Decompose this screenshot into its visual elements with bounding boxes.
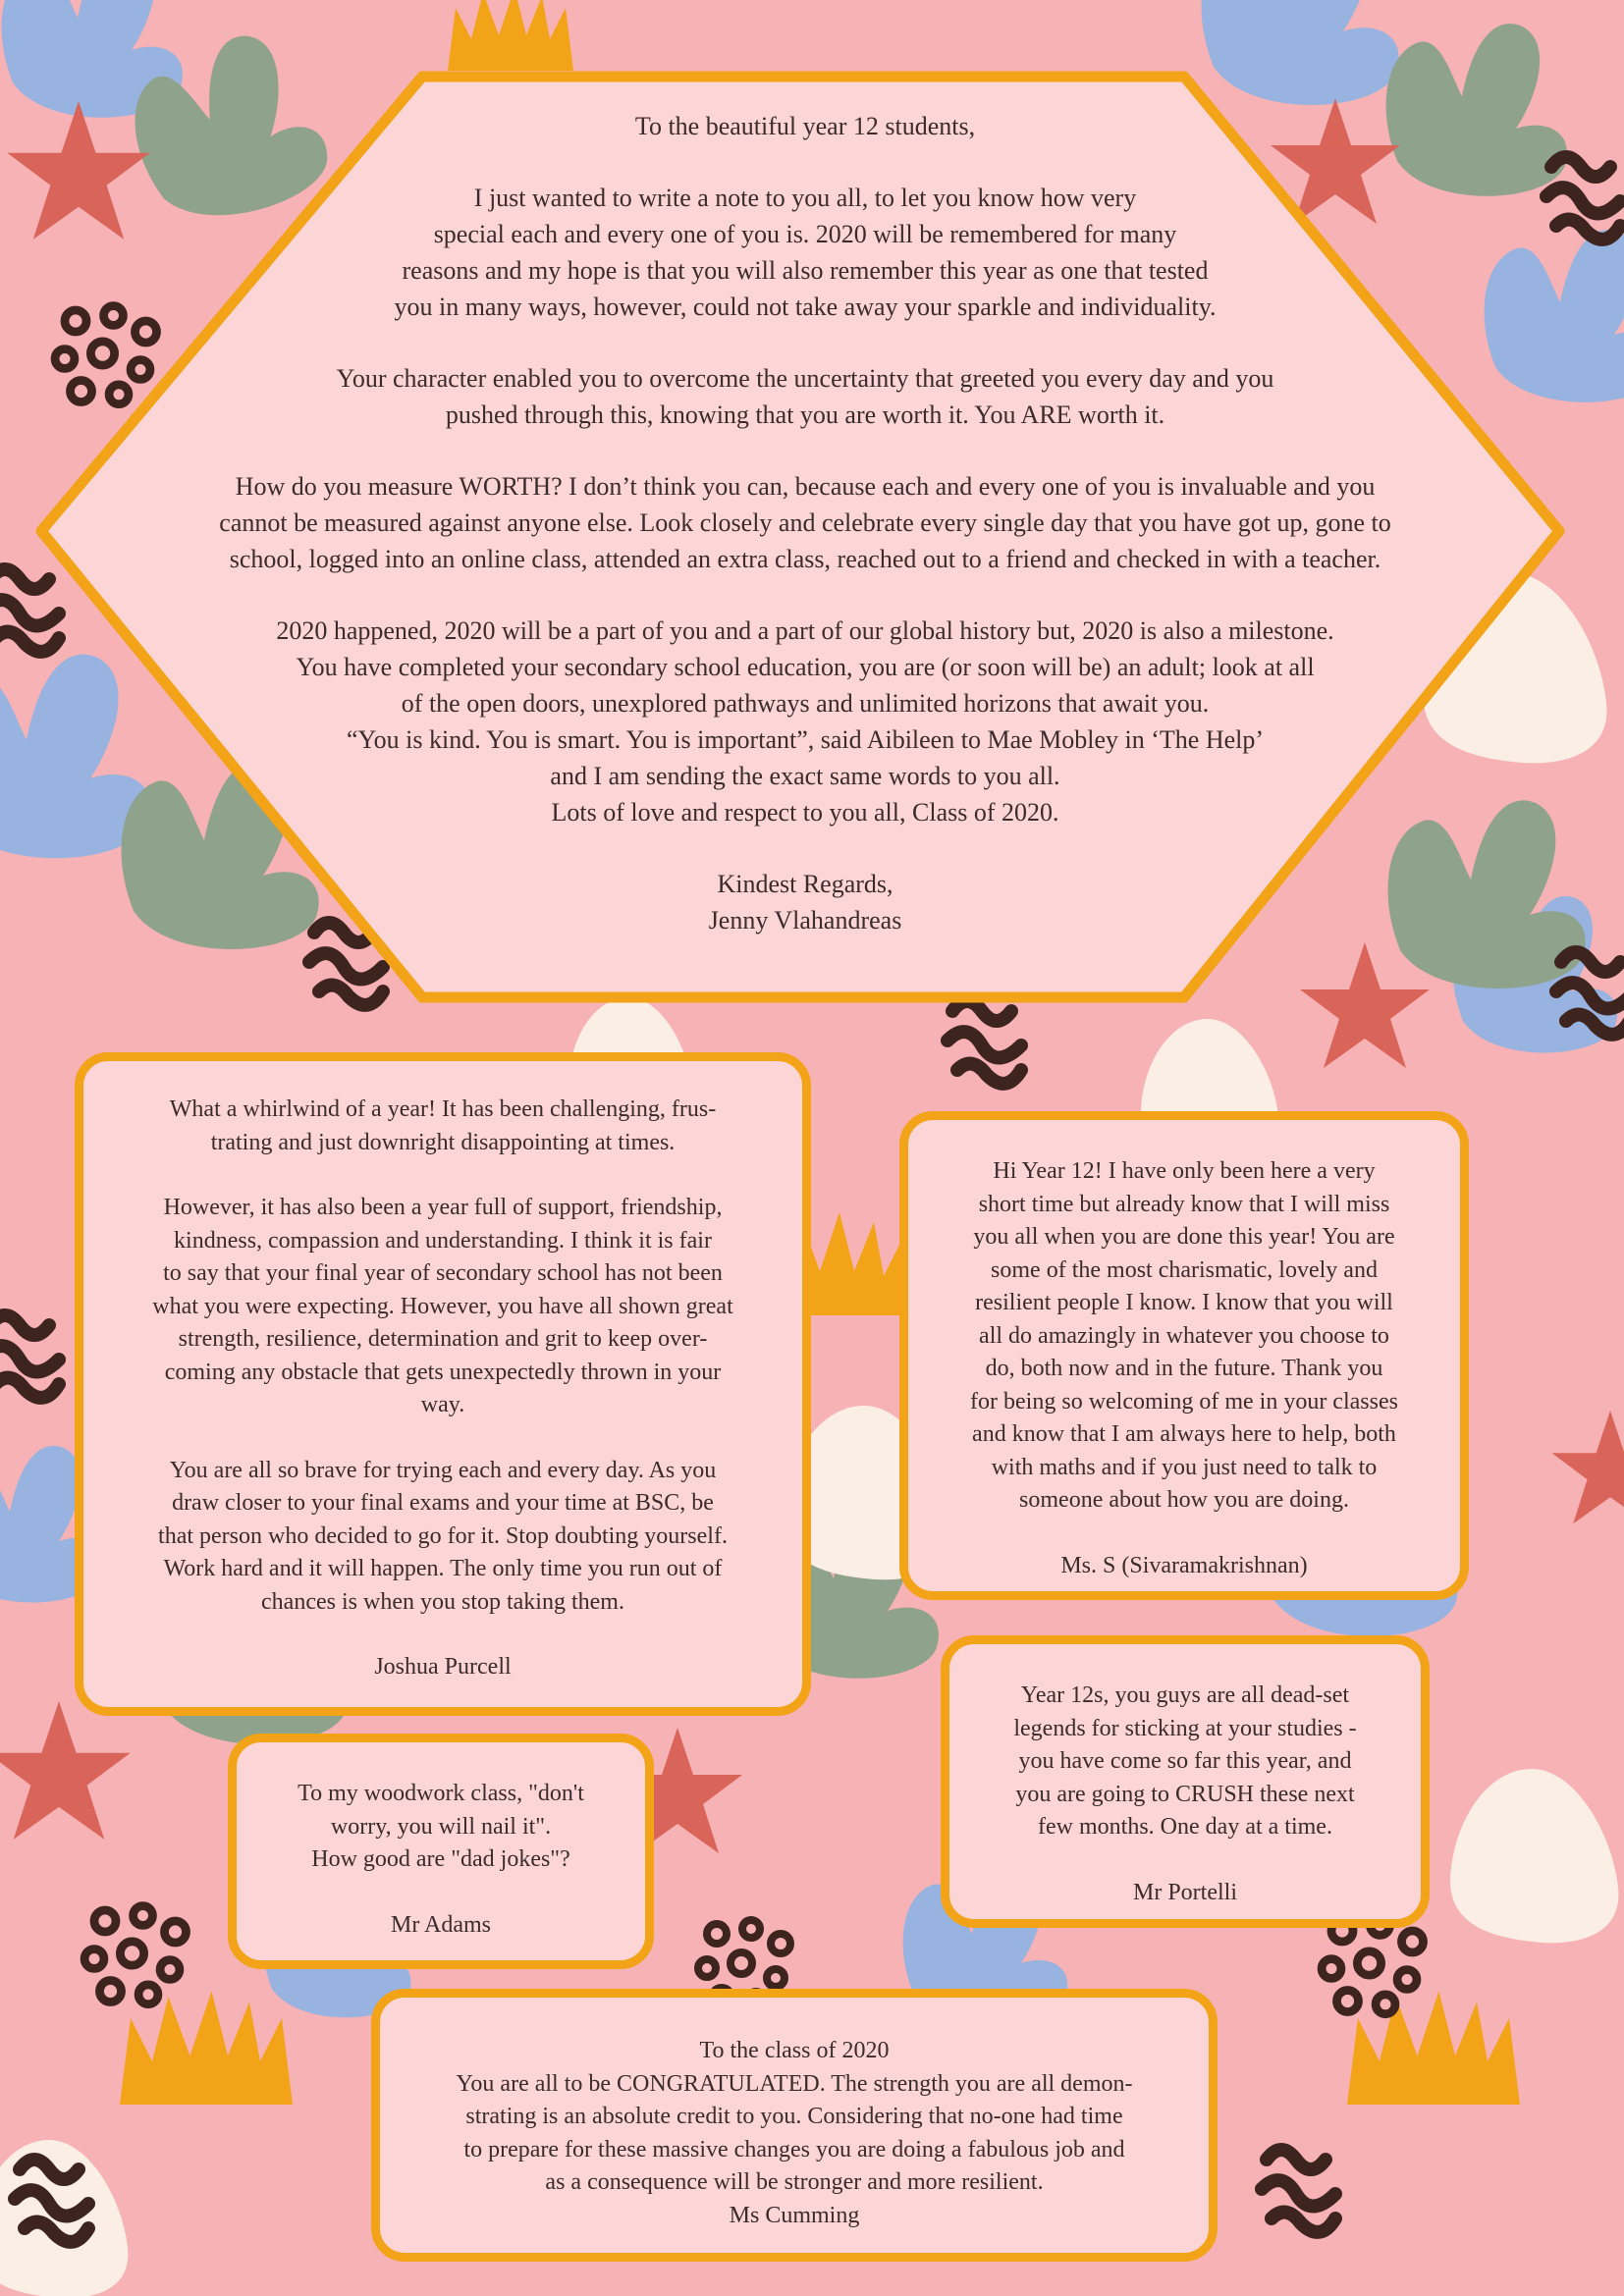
main-letter-signoff xyxy=(98,866,1512,938)
main-letter xyxy=(98,108,1512,974)
text-line: way. xyxy=(420,1392,465,1417)
signature: Ms Cumming xyxy=(729,2202,860,2228)
text-line: you have come so far this year, and xyxy=(1018,1748,1352,1774)
text-line: strength, resilience, determination and grit to keep over- xyxy=(178,1326,708,1352)
note-cumming xyxy=(371,1989,1218,2262)
note-paragraph xyxy=(922,1155,1446,1518)
text-line: Hi Year 12! I have only been here a very xyxy=(993,1158,1376,1184)
text-line: reasons and my hope is that you will also remember this year as one that tested xyxy=(402,256,1209,285)
text-line: strating is an absolute credit to you. Considering that no-one had time xyxy=(465,2104,1123,2129)
text-line: resilient people I know. I know that you will xyxy=(975,1290,1393,1315)
text-line: How do you measure WORTH? I don’t think you can, because each and every one of you is invaluable and you xyxy=(235,472,1376,501)
text-line: worry, you will nail it". xyxy=(330,1813,552,1840)
text-line: with maths and if you just need to talk to xyxy=(991,1454,1378,1480)
text-line: and know that I am always here to help, both xyxy=(972,1421,1396,1447)
signature: Mr Adams xyxy=(391,1911,491,1938)
text-line: pushed through this, knowing that you are worth it. You ARE worth it. xyxy=(445,400,1165,429)
note-purcell xyxy=(75,1052,811,1716)
text-line: I just wanted to write a note to you all, to let you know how very xyxy=(473,184,1137,212)
text-line: someone about how you are doing. xyxy=(1019,1487,1349,1513)
text-line: However, it has also been a year full of support, friendship, xyxy=(163,1195,723,1220)
signature: Joshua Purcell xyxy=(374,1654,512,1680)
text-line: Work hard and it will happen. The only time you run out of xyxy=(163,1556,723,1581)
text-line: as a consequence will be stronger and more resilient. xyxy=(545,2169,1044,2195)
text-line: for being so welcoming of me in your classes xyxy=(970,1388,1398,1415)
text-line: To the class of 2020 xyxy=(699,2038,890,2063)
note-sivaramakrishnan xyxy=(899,1111,1469,1600)
text-line: to prepare for these massive changes you are doing a fabulous job and xyxy=(463,2136,1125,2163)
text-line: Lots of love and respect to you all, Class of 2020. xyxy=(551,798,1059,827)
main-letter-paragraph-2 xyxy=(98,360,1512,433)
text-line: school, logged into an online class, attended an extra class, reached out to a friend and checked in with a teacher. xyxy=(229,545,1381,573)
text-line: you all when you are done this year! You are xyxy=(973,1224,1395,1250)
note-adams xyxy=(228,1734,654,1969)
text-line: What a whirlwind of a year! It has been challenging, frus- xyxy=(169,1096,717,1122)
note-paragraph xyxy=(248,1778,633,1877)
text-line: do, both now and in the future. Thank you xyxy=(985,1356,1383,1381)
text-line: 2020 happened, 2020 will be a part of you and a part of our global history but, 2020 is also a milestone. xyxy=(276,616,1334,645)
text-line: draw closer to your final exams and your time at BSC, be xyxy=(172,1490,714,1516)
text-line: coming any obstacle that gets unexpectedly thrown in your xyxy=(164,1359,722,1385)
text-line: and I am sending the exact same words to you all. xyxy=(550,762,1060,790)
text-line: short time but already know that I will miss xyxy=(978,1191,1390,1217)
text-line: all do amazingly in whatever you choose to xyxy=(979,1322,1389,1349)
text-line: You are all so brave for trying each and every day. As you xyxy=(169,1457,717,1483)
text-line: chances is when you stop taking them. xyxy=(261,1588,624,1615)
note-paragraph xyxy=(111,1094,775,1159)
text-line: You have completed your secondary school education, you are (or soon will be) an adult; look at all xyxy=(296,653,1315,681)
text-line: To my woodwork class, "don't xyxy=(298,1781,584,1806)
text-line: to say that your final year of secondary school has not been xyxy=(163,1260,723,1286)
text-line: kindness, compassion and understanding. I think it is fair xyxy=(174,1227,712,1254)
text-line: that person who decided to go for it. Stop doubting yourself. xyxy=(158,1522,728,1549)
text-line: Your character enabled you to overcome the uncertainty that greeted you every day and you xyxy=(336,364,1274,393)
main-letter-paragraph-1 xyxy=(98,180,1512,325)
text-line: “You is kind. You is smart. You is important”, said Aibileen to Mae Mobley in ‘The Help’ xyxy=(346,725,1265,754)
main-letter-paragraph-3 xyxy=(98,468,1512,577)
signature: Ms. S (Sivaramakrishnan) xyxy=(1060,1552,1308,1578)
main-letter-paragraph-4 xyxy=(98,613,1512,830)
text-line: How good are "dad jokes"? xyxy=(311,1846,570,1872)
signature: Mr Portelli xyxy=(1133,1879,1237,1905)
text-line: cannot be measured against anyone else. Look closely and celebrate every single day that you have got up, gone to xyxy=(219,508,1391,537)
main-letter-greeting: To the beautiful year 12 students, xyxy=(634,112,976,140)
note-portelli xyxy=(941,1635,1430,1928)
text-line: what you were expecting. However, you have all shown great xyxy=(152,1293,733,1319)
closing-text: Kindest Regards, xyxy=(717,870,893,898)
text-line: trating and just downright disappointing at times. xyxy=(210,1129,676,1155)
note-paragraph xyxy=(111,1192,775,1422)
text-line: some of the most charismatic, lovely and xyxy=(991,1256,1378,1283)
text-line: Year 12s, you guys are all dead-set xyxy=(1020,1682,1350,1708)
note-paragraph xyxy=(111,1455,775,1620)
text-line: few months. One day at a time. xyxy=(1038,1814,1332,1840)
text-line: You are all to be CONGRATULATED. The strength you are all demon- xyxy=(456,2070,1133,2097)
text-line: you in many ways, however, could not take away your sparkle and individuality. xyxy=(394,293,1217,321)
text-line: special each and every one of you is. 2020 will be remembered for many xyxy=(433,220,1177,248)
note-paragraph xyxy=(963,1680,1407,1844)
text-line: you are going to CRUSH these next xyxy=(1015,1781,1355,1807)
signature: Jenny Vlahandreas xyxy=(708,906,902,934)
text-line: of the open doors, unexplored pathways and unlimited horizons that await you. xyxy=(401,689,1210,718)
text-line: legends for sticking at your studies - xyxy=(1013,1715,1357,1741)
